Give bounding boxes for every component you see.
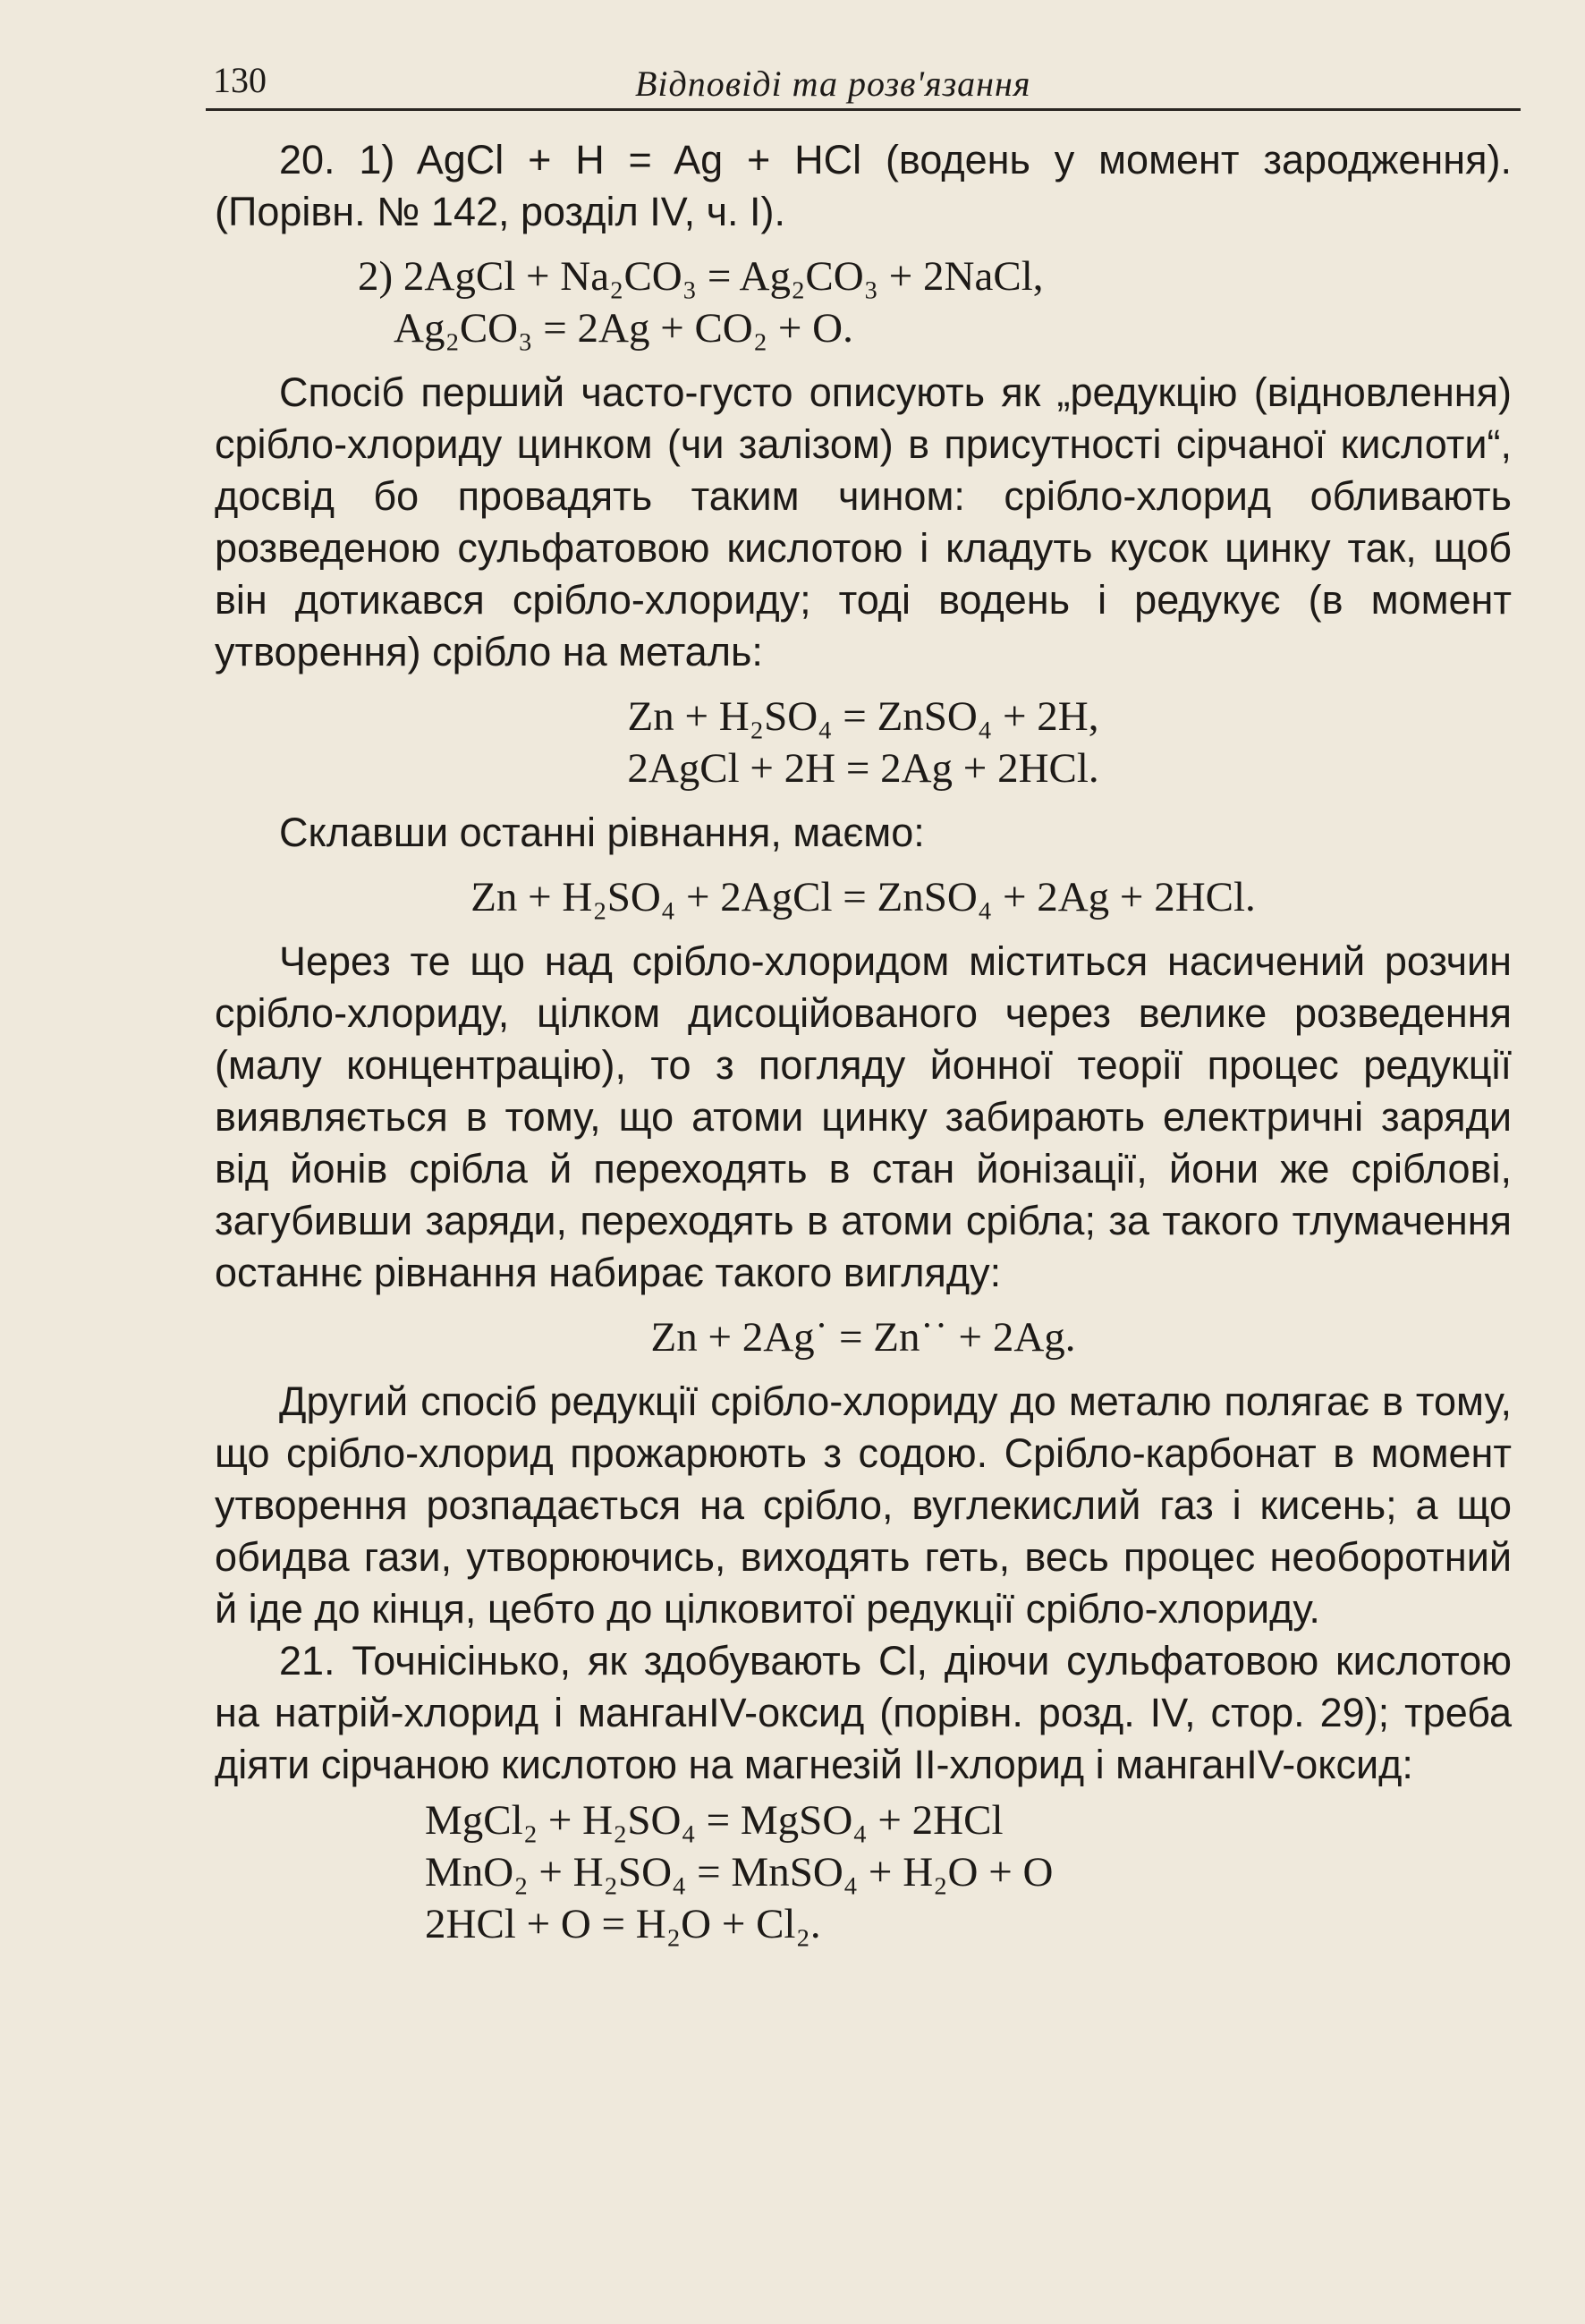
equation: Zn + H₂SO₄ + 2AgCl = ZnSO₄ + 2Ag + 2HCl. (470, 874, 1256, 920)
page-header (206, 52, 1521, 106)
zinc-reduction-equations (215, 691, 1512, 794)
answer-20-paragraph-1: Спосіб перший часто-густо описують як „редукцію (відновлення) срібло-хлориду цинком (чи залізом) в присутності сірчаної кислоти“, досвід бо провадять таким чином: срібло-хлорид обливають розведеною сульфатовою кислотою і кладуть кусок цинку так, щоб він дотикався срібло-хлориду; тоді водень і редукує (в момент утворення) срібло на металь: (215, 369, 1512, 674)
answer-20-paragraph-3: Через те що над срібло-хлоридом міститься насичений розчин срібло-хлориду, цілком дисоційованого через велике розведення (малу концентрацію), то з погляду йонної теорії процес редукції виявляється в тому, що атоми цинку забирають електричні заряди від йонів срібла й переходять в стан йонізації, йони же сріблові, загубивши заряди, переходять в атоми срібла; за такого тлумачення останнє рівнання набирає такого вигляду: (215, 938, 1512, 1295)
equation: 2AgCl + 2H = 2Ag + 2HCl. (627, 745, 1099, 792)
equation: Ag₂CO₃ = 2Ag + CO₂ + O. (394, 305, 853, 352)
answer-21-equations (215, 1794, 1512, 1950)
answer-21-paragraph: 21. Точнісінько, як здобувають Cl, діючи сульфатовою кислотою на натрій-хлорид і манганIV-оксид (порівн. розд. IV, стор. 29); треба діяти сірчаною кислотою на магнезій II-хлорид і манганIV-оксид: (215, 1638, 1512, 1787)
equation: 2HCl + O = H₂O + Cl₂. (425, 1901, 821, 1947)
ionic-equation (215, 1311, 1512, 1363)
answer-20-paragraph-4: Другий спосіб редукції срібло-хлориду до металю полягає в тому, що срібло-хлорид прожарюють з содою. Срібло-карбонат в момент утворення розпадається на срібло, вуглекислий газ і кисень; а що обидва гази, утворюючись, виходять геть, весь процес необоротний й іде до кінця, цебто до цілковитої редукції срібло-хлориду. (215, 1378, 1512, 1632)
page-body (215, 134, 1512, 1963)
answer-20-paragraph-2: Склавши останні рівнання, маємо: (279, 810, 925, 855)
summed-equation (215, 871, 1512, 923)
running-title: Відповіді та розв'язання (635, 64, 1031, 104)
answer-20-line1: 20. 1) AgCl + H = Ag + HCl (водень у момент зародження). (Порівн. № 142, розділ IV, ч. I). (215, 137, 1512, 234)
equation: 2) 2AgCl + Na₂CO₃ = Ag₂CO₃ + 2NaCl, (358, 253, 1044, 300)
header-divider (206, 108, 1521, 111)
page-number: 130 (213, 60, 267, 100)
answer-20-equations-2 (215, 250, 1512, 354)
equation: MnO₂ + H₂SO₄ = MnSO₄ + H₂O + O (425, 1849, 1054, 1896)
equation: Zn + 2Ag˙ = Zn˙˙ + 2Ag. (650, 1314, 1076, 1361)
equation: MgCl₂ + H₂SO₄ = MgSO₄ + 2HCl (425, 1797, 1004, 1844)
equation: Zn + H₂SO₄ = ZnSO₄ + 2H, (627, 693, 1099, 740)
